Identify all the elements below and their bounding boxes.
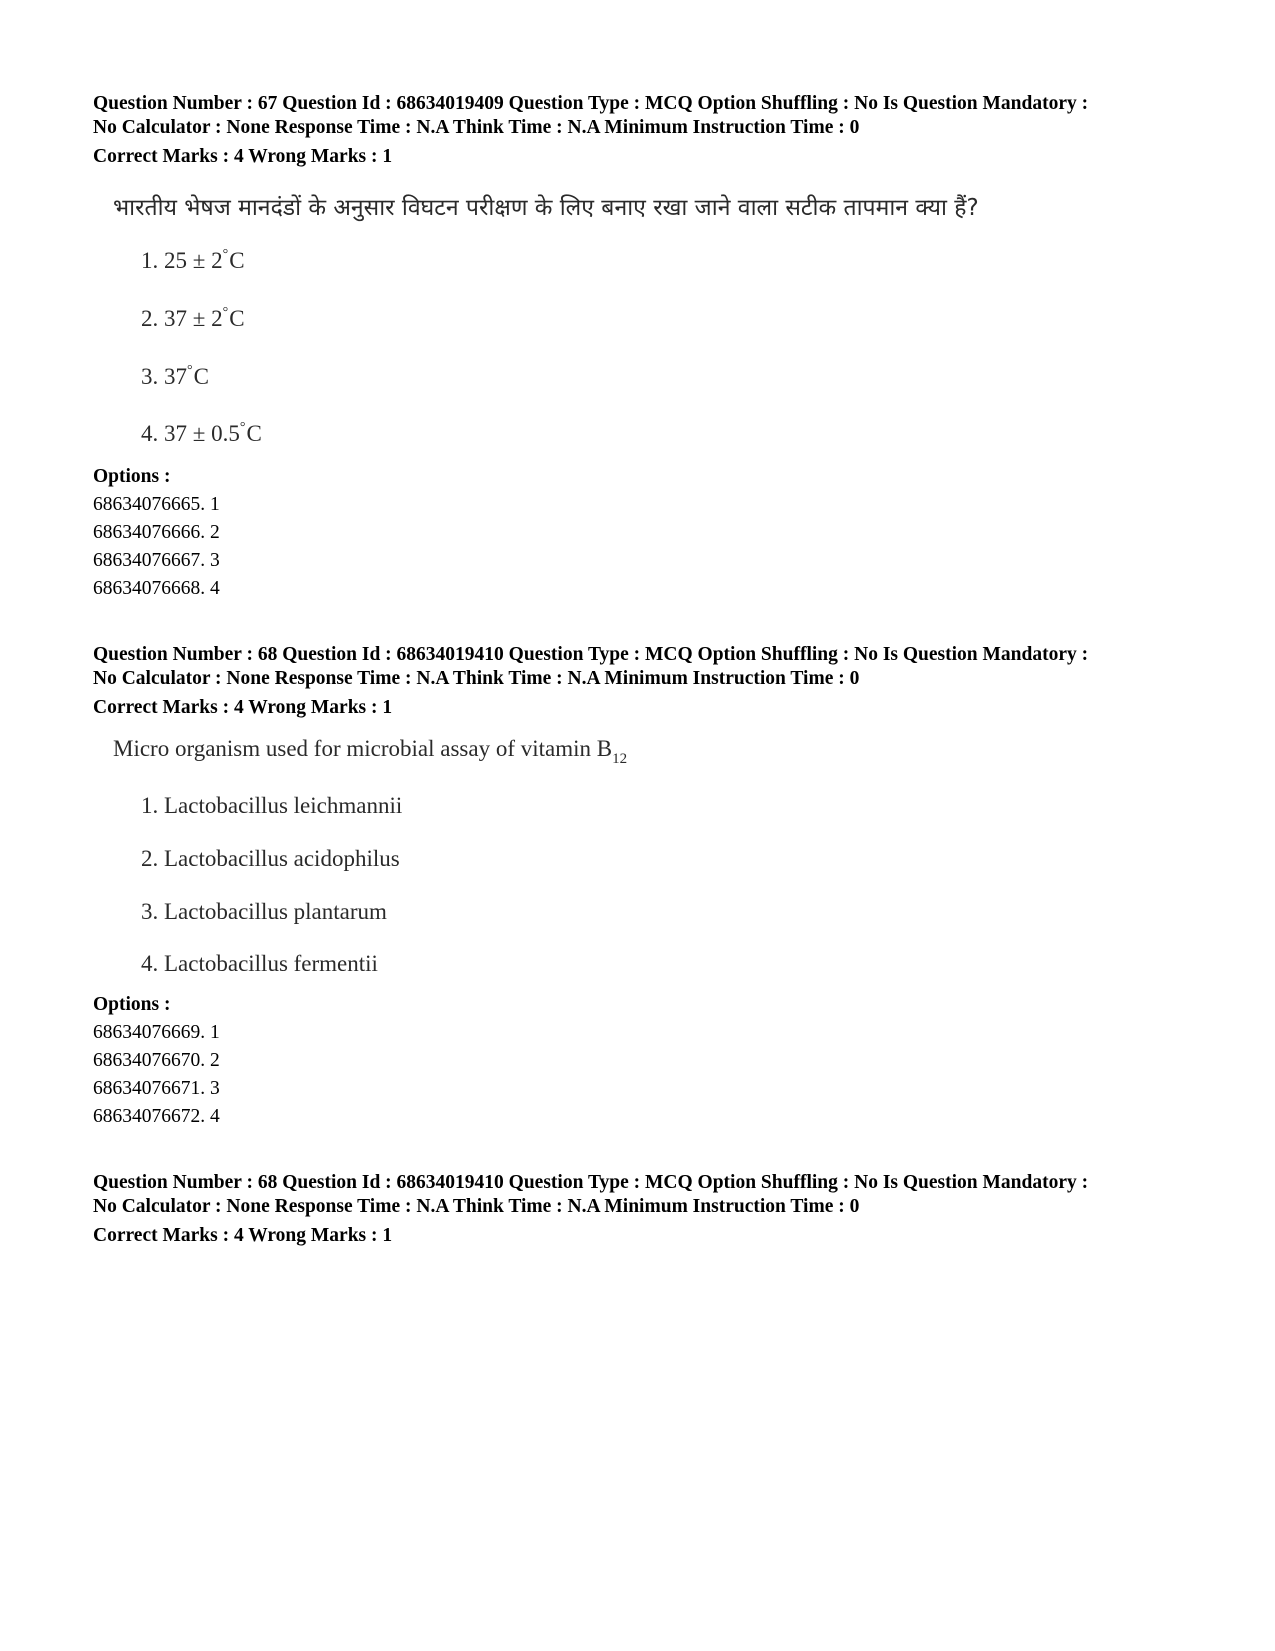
question-meta xyxy=(93,1171,1203,1248)
question-text xyxy=(113,736,628,767)
option-row: 68634076671. 3 xyxy=(93,1078,220,1099)
option-row: 68634076672. 4 xyxy=(93,1106,220,1127)
question-block-68 xyxy=(93,643,1203,1127)
choice-text: 1. 25 ± 2 xyxy=(141,248,223,273)
unit-text: C xyxy=(246,421,262,446)
question-marks: Correct Marks : 4 Wrong Marks : 1 xyxy=(93,697,393,718)
choice-text: 3. 37 xyxy=(141,364,187,389)
choice-4: 4. Lactobacillus fermentii xyxy=(141,951,378,976)
question-meta-line-2: No Calculator : None Response Time : N.A Think Time : N.A Minimum Instruction Time : 0 xyxy=(93,117,860,138)
choice-3: 3. Lactobacillus plantarum xyxy=(141,899,387,924)
question-meta-line-2: No Calculator : None Response Time : N.A Think Time : N.A Minimum Instruction Time : 0 xyxy=(93,668,860,689)
choice-4 xyxy=(141,421,262,447)
question-text: भारतीय भेषज मानदंडों के अनुसार विघटन परीक्षण के लिए बनाए रखा जाने वाला सटीक तापमान क्या हैं? xyxy=(113,195,979,221)
degree-sign: ° xyxy=(222,247,229,262)
unit-text: C xyxy=(193,364,209,389)
question-meta xyxy=(93,643,1203,720)
unit-text: C xyxy=(229,306,245,331)
subscript: 12 xyxy=(612,751,628,767)
choice-1: 1. Lactobacillus leichmannii xyxy=(141,793,403,818)
choice-text: 2. 37 ± 2 xyxy=(141,306,223,331)
question-meta-line-1: Question Number : 67 Question Id : 68634019409 Question Type : MCQ Option Shuffling : No Is Question Mandatory : xyxy=(93,93,1089,114)
question-meta-line-1: Question Number : 68 Question Id : 68634019410 Question Type : MCQ Option Shuffling : No Is Question Mandatory : xyxy=(93,644,1089,665)
question-meta xyxy=(93,92,1203,169)
choice-1 xyxy=(141,248,245,274)
degree-sign: ° xyxy=(239,420,246,435)
question-meta-line-2: No Calculator : None Response Time : N.A Think Time : N.A Minimum Instruction Time : 0 xyxy=(93,1196,860,1217)
option-row: 68634076668. 4 xyxy=(93,578,220,599)
choice-3 xyxy=(141,364,209,390)
option-row: 68634076667. 3 xyxy=(93,550,220,571)
choice-2: 2. Lactobacillus acidophilus xyxy=(141,846,400,871)
option-row: 68634076666. 2 xyxy=(93,522,220,543)
options-label: Options : xyxy=(93,466,171,487)
question-block-67 xyxy=(93,92,1203,599)
choice-text: 4. 37 ± 0.5 xyxy=(141,421,240,446)
question-block-68-repeat xyxy=(93,1171,1203,1248)
option-row: 68634076669. 1 xyxy=(93,1022,220,1043)
option-row: 68634076670. 2 xyxy=(93,1050,220,1071)
degree-sign: ° xyxy=(187,363,193,378)
options-label: Options : xyxy=(93,994,171,1015)
question-marks: Correct Marks : 4 Wrong Marks : 1 xyxy=(93,1225,393,1246)
question-text-main: Micro organism used for microbial assay of vitamin B xyxy=(113,736,613,761)
degree-sign: ° xyxy=(222,305,229,320)
question-meta-line-1: Question Number : 68 Question Id : 68634019410 Question Type : MCQ Option Shuffling : No Is Question Mandatory : xyxy=(93,1172,1089,1193)
choice-2 xyxy=(141,306,245,332)
question-marks: Correct Marks : 4 Wrong Marks : 1 xyxy=(93,146,393,167)
option-row: 68634076665. 1 xyxy=(93,494,220,515)
unit-text: C xyxy=(229,248,245,273)
